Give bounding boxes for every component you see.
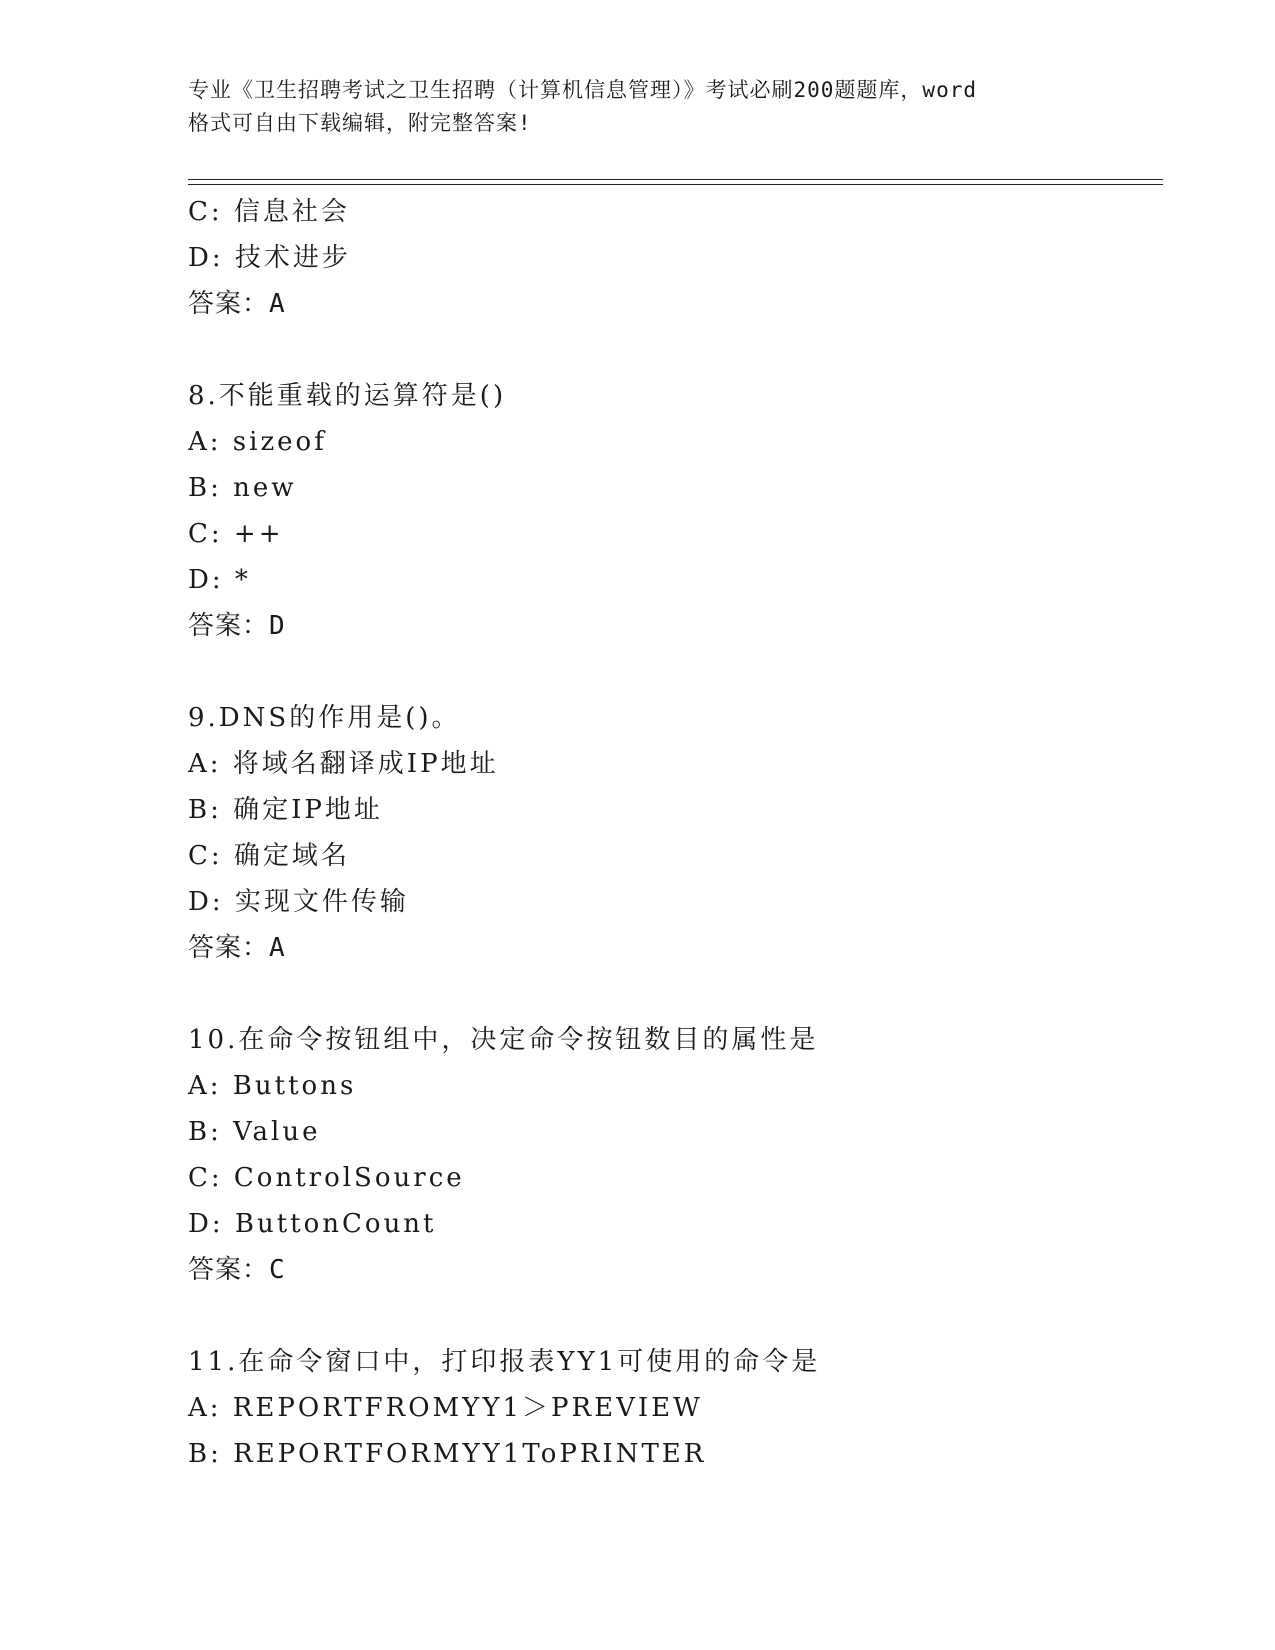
question-8: [188, 373, 1168, 649]
question-7-fragment: [188, 189, 1168, 327]
answer-line: 答案：A: [188, 933, 286, 963]
option-d: D: 实现文件传输: [188, 887, 409, 917]
answer-line: 答案：A: [188, 289, 286, 319]
header-line-1: 专业《卫生招聘考试之卫生招聘（计算机信息管理）》考试必刷200题题库，word: [188, 78, 977, 102]
option-c: C: ControlSource: [188, 1163, 465, 1193]
option-c: C: ++: [188, 519, 284, 549]
option-a: A: 将域名翻译成IP地址: [188, 749, 499, 779]
option-d: D: *: [188, 565, 251, 595]
question-text: 10.在命令按钮组中，决定命令按钮数目的属性是: [188, 1025, 819, 1055]
header-line-2: 格式可自由下载编辑，附完整答案!: [188, 111, 532, 135]
question-text: 8.不能重载的运算符是(): [188, 381, 507, 411]
option-a: A: Buttons: [188, 1071, 357, 1101]
header-rule-top: [188, 179, 1163, 180]
answer-line: 答案：C: [188, 1255, 286, 1285]
question-10: [188, 1017, 1168, 1293]
option-a: A: REPORTFROMYY1＞PREVIEW: [188, 1393, 703, 1423]
option-c: C: 信息社会: [188, 197, 350, 227]
document-header: [188, 74, 1088, 140]
question-11: [188, 1339, 1168, 1477]
option-b: B: new: [188, 473, 297, 503]
option-d: D: 技术进步: [188, 243, 351, 273]
question-text: 9.DNS的作用是()。: [188, 703, 461, 733]
option-b: B: REPORTFORMYY1ToPRINTER: [188, 1439, 707, 1469]
answer-line: 答案：D: [188, 611, 286, 641]
option-b: B: Value: [188, 1117, 321, 1147]
question-text: 11.在命令窗口中，打印报表YY1可使用的命令是: [188, 1347, 821, 1377]
option-b: B: 确定IP地址: [188, 795, 383, 825]
question-9: [188, 695, 1168, 971]
question-list: [188, 189, 1168, 1477]
header-rule-bottom: [188, 184, 1163, 185]
option-c: C: 确定域名: [188, 841, 350, 871]
option-d: D: ButtonCount: [188, 1209, 437, 1239]
option-a: A: sizeof: [188, 427, 327, 457]
